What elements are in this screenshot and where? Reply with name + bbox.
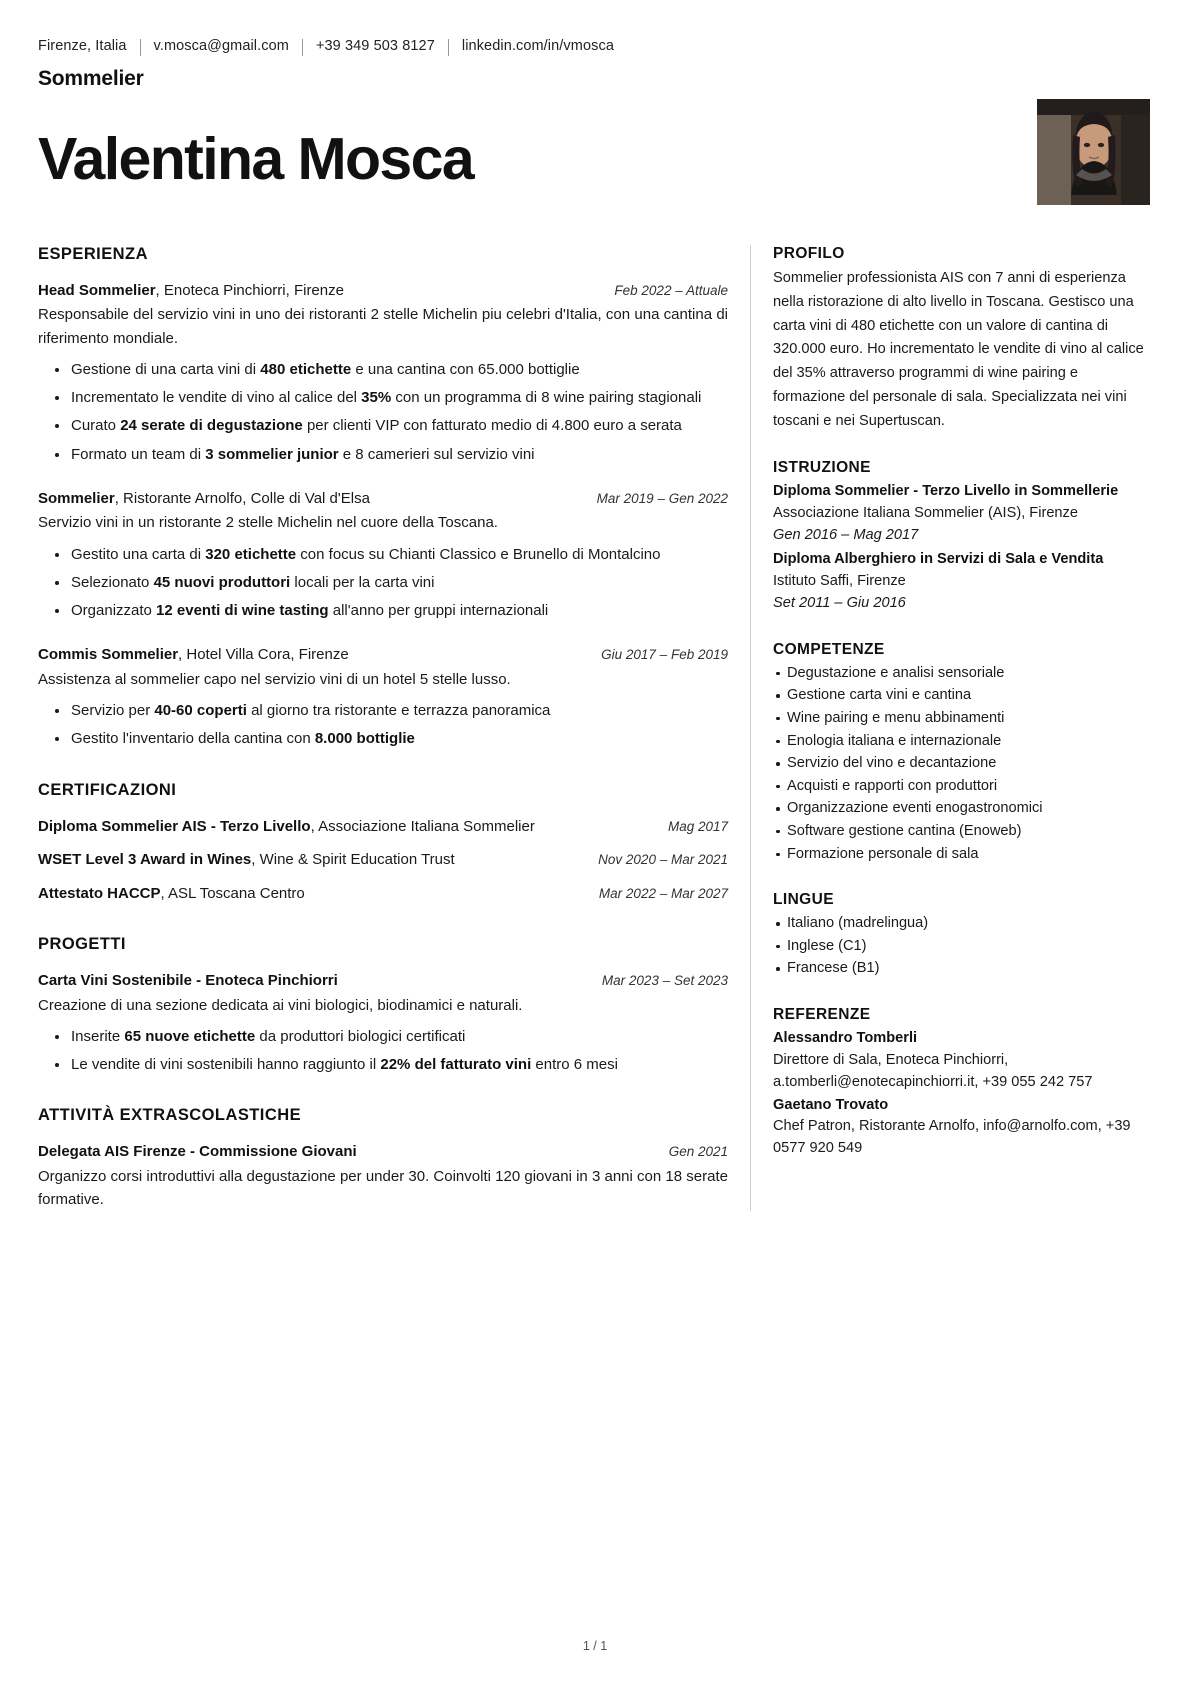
- reference-entry: [773, 1095, 1150, 1161]
- education-date: Set 2011 – Giu 2016: [773, 594, 906, 611]
- certification-entry: [38, 849, 728, 872]
- certification-title: WSET Level 3 Award in Wines, Wine & Spirit Education Trust: [38, 851, 455, 869]
- skill-list: [773, 663, 1150, 865]
- extracurricular-title: Delegata AIS Firenze - Commissione Giovani: [38, 1143, 357, 1161]
- language-item: Francese (B1): [787, 958, 1150, 980]
- experience-entry-list: [38, 280, 728, 751]
- skill-item: Enologia italiana e internazionale: [787, 731, 1150, 753]
- skill-item: Servizio del vino e decantazione: [787, 753, 1150, 775]
- side-column: [750, 245, 1150, 1212]
- experience-description: Servizio vini in un ristorante 2 stelle Michelin nel cuore della Toscana.: [38, 514, 498, 532]
- project-description: Creazione di una sezione dedicata ai vini biologici, biodinamici e naturali.: [38, 996, 523, 1014]
- section-heading-languages: LINGUE: [773, 891, 834, 909]
- profile-photo: [1037, 99, 1150, 205]
- education-entry: [773, 481, 1150, 547]
- profile-photo-image: [1037, 99, 1150, 205]
- skill-item: Formazione personale di sala: [787, 844, 1150, 866]
- skill-item: Degustazione e analisi sensoriale: [787, 663, 1150, 685]
- experience-bullets: [38, 543, 728, 623]
- experience-entry: [38, 644, 728, 750]
- section-heading-extracurricular: ATTIVITÀ EXTRASCOLASTICHE: [38, 1106, 302, 1125]
- education-school: Associazione Italiana Sommelier (AIS), Firenze: [773, 505, 1078, 522]
- contact-separator: [302, 39, 303, 56]
- bullet-item: Gestito l'inventario della cantina con 8.000 bottiglie: [71, 727, 728, 750]
- bullet-item: Incrementato le vendite di vino al calice del 35% con un programma di 8 wine pairing stagionali: [71, 386, 728, 409]
- contact-item-2[interactable]: +39 349 503 8127: [315, 38, 435, 55]
- language-item: Inglese (C1): [787, 936, 1150, 958]
- experience-role: Commis Sommelier, Hotel Villa Cora, Firenze: [38, 646, 349, 664]
- certification-entry: [38, 816, 728, 839]
- reference-detail: Chef Patron, Ristorante Arnolfo, info@arnolfo.com, +39 0577 920 549: [773, 1118, 1131, 1157]
- reference-entry: [773, 1028, 1150, 1094]
- section-certifications: [38, 781, 728, 906]
- project-bullets: [38, 1025, 728, 1077]
- contact-separator: [140, 39, 141, 56]
- entry-header: [38, 816, 728, 839]
- contact-item-1[interactable]: v.mosca@gmail.com: [153, 38, 289, 55]
- entry-header: [38, 849, 728, 872]
- project-entry: [38, 970, 728, 1076]
- skill-item: Acquisti e rapporti con produttori: [787, 776, 1150, 798]
- experience-role: Sommelier, Ristorante Arnolfo, Colle di Val d'Elsa: [38, 489, 370, 507]
- section-heading-education: ISTRUZIONE: [773, 459, 871, 477]
- experience-date: Giu 2017 – Feb 2019: [601, 647, 728, 663]
- project-title: Carta Vini Sostenibile - Enoteca Pinchiorri: [38, 972, 338, 990]
- reference-name: Gaetano Trovato: [773, 1096, 889, 1113]
- bullet-item: Le vendite di vini sostenibili hanno raggiunto il 22% del fatturato vini entro 6 mesi: [71, 1053, 728, 1076]
- certification-entry-list: [38, 816, 728, 906]
- skill-item: Software gestione cantina (Enoweb): [787, 821, 1150, 843]
- reference-list: [773, 1028, 1150, 1160]
- page-indicator: 1 / 1: [582, 1639, 608, 1653]
- bullet-item: Gestione di una carta vini di 480 etichette e una cantina con 65.000 bottiglie: [71, 358, 728, 381]
- reference-name: Alessandro Tomberli: [773, 1029, 918, 1046]
- job-title: Sommelier: [38, 67, 144, 90]
- extracurricular-description: Organizzo corsi introduttivi alla degustazione per under 30. Coinvolti 120 giovani in 3 anni con 18 serate formative.: [38, 1167, 728, 1209]
- reference-detail: Direttore di Sala, Enoteca Pinchiorri, a.tomberli@enotecapinchiorri.it, +39 055 242 757: [773, 1051, 1093, 1090]
- section-heading-projects: PROGETTI: [38, 935, 126, 954]
- contact-line: [38, 38, 1150, 56]
- certification-date: Mar 2022 – Mar 2027: [598, 885, 728, 901]
- education-degree: Diploma Alberghiero in Servizi di Sala e Vendita: [773, 551, 1104, 568]
- section-heading-profile: PROFILO: [773, 244, 845, 262]
- education-degree: Diploma Sommelier - Terzo Livello in Sommellerie: [773, 483, 1119, 500]
- section-references: [773, 1006, 1150, 1160]
- skill-item: Organizzazione eventi enogastronomici: [787, 798, 1150, 820]
- certification-title: Attestato HACCP, ASL Toscana Centro: [38, 884, 305, 902]
- section-extracurricular: [38, 1106, 728, 1211]
- certification-date: Nov 2020 – Mar 2021: [598, 852, 728, 868]
- education-entry: [773, 549, 1150, 615]
- extracurricular-entry: [38, 1141, 728, 1211]
- experience-bullets: [38, 358, 728, 466]
- certification-title: Diploma Sommelier AIS - Terzo Livello, Associazione Italiana Sommelier: [38, 817, 535, 835]
- section-experience: [38, 245, 728, 751]
- resume-body: [38, 245, 1150, 1212]
- candidate-name: Valentina Mosca: [38, 126, 474, 192]
- section-heading-certifications: CERTIFICAZIONI: [38, 780, 177, 799]
- section-projects: [38, 935, 728, 1076]
- education-date: Gen 2016 – Mag 2017: [773, 527, 919, 544]
- entry-header: [38, 280, 728, 303]
- experience-date: Mar 2019 – Gen 2022: [596, 490, 728, 506]
- bullet-item: Inserite 65 nuove etichette da produttori biologici certificati: [71, 1025, 728, 1048]
- entry-header: [38, 883, 728, 906]
- section-heading-skills: COMPETENZE: [773, 640, 885, 658]
- experience-description: Responsabile del servizio vini in uno dei ristoranti 2 stelle Michelin piu celebri d'Italia, con una cantina di riferimento mondiale.: [38, 306, 728, 347]
- skill-item: Gestione carta vini e cantina: [787, 685, 1150, 707]
- contact-item-3[interactable]: linkedin.com/in/vmosca: [461, 38, 614, 55]
- certification-date: Mag 2017: [667, 818, 728, 834]
- profile-text: Sommelier professionista AIS con 7 anni di esperienza nella ristorazione di alto livello in Toscana. Gestisco una carta vini di 480 etichette con un valore di cantina di 320.000 euro. Ho incrementato le vendite di vino al calice del 35% attraverso programmi di wine pairing e formazione del personale di sala. Specializzata nei vini toscani e nei Supertuscan.: [773, 269, 1144, 429]
- project-date: Mar 2023 – Set 2023: [601, 973, 728, 989]
- skill-item: Wine pairing e menu abbinamenti: [787, 708, 1150, 730]
- section-skills: [773, 641, 1150, 865]
- entry-header: [38, 1141, 728, 1164]
- entry-header: [38, 970, 728, 993]
- experience-description: Assistenza al sommelier capo nel servizio vini di un hotel 5 stelle lusso.: [38, 670, 511, 688]
- experience-bullets: [38, 699, 728, 751]
- contact-separator: [448, 39, 449, 56]
- section-heading-experience: ESPERIENZA: [38, 244, 148, 263]
- education-school: Istituto Saffi, Firenze: [773, 572, 906, 589]
- section-profile: [773, 245, 1150, 433]
- extracurricular-entry-list: [38, 1141, 728, 1211]
- language-item: Italiano (madrelingua): [787, 913, 1150, 935]
- bullet-item: Gestito una carta di 320 etichette con focus su Chianti Classico e Brunello di Montalcino: [71, 543, 728, 566]
- bullet-item: Formato un team di 3 sommelier junior e 8 camerieri sul servizio vini: [71, 443, 728, 466]
- experience-entry: [38, 488, 728, 623]
- main-column: [38, 245, 728, 1212]
- language-list: [773, 913, 1150, 980]
- contact-item-0[interactable]: Firenze, Italia: [38, 38, 127, 55]
- experience-entry: [38, 280, 728, 466]
- bullet-item: Organizzato 12 eventi di wine tasting all'anno per gruppi internazionali: [71, 599, 728, 622]
- bullet-item: Servizio per 40-60 coperti al giorno tra ristorante e terrazza panoramica: [71, 699, 728, 722]
- entry-header: [38, 488, 728, 511]
- education-entry-list: [773, 481, 1150, 614]
- entry-header: [38, 644, 728, 667]
- experience-role: Head Sommelier, Enoteca Pinchiorri, Firenze: [38, 281, 344, 299]
- experience-date: Feb 2022 – Attuale: [614, 282, 728, 298]
- section-heading-references: REFERENZE: [773, 1005, 871, 1023]
- project-entry-list: [38, 970, 728, 1076]
- certification-entry: [38, 883, 728, 906]
- bullet-item: Selezionato 45 nuovi produttori locali per la carta vini: [71, 571, 728, 594]
- section-education: [773, 459, 1150, 614]
- extracurricular-date: Gen 2021: [668, 1144, 728, 1160]
- section-languages: [773, 891, 1150, 980]
- bullet-item: Curato 24 serate di degustazione per clienti VIP con fatturato medio di 4.800 euro a serata: [71, 414, 728, 437]
